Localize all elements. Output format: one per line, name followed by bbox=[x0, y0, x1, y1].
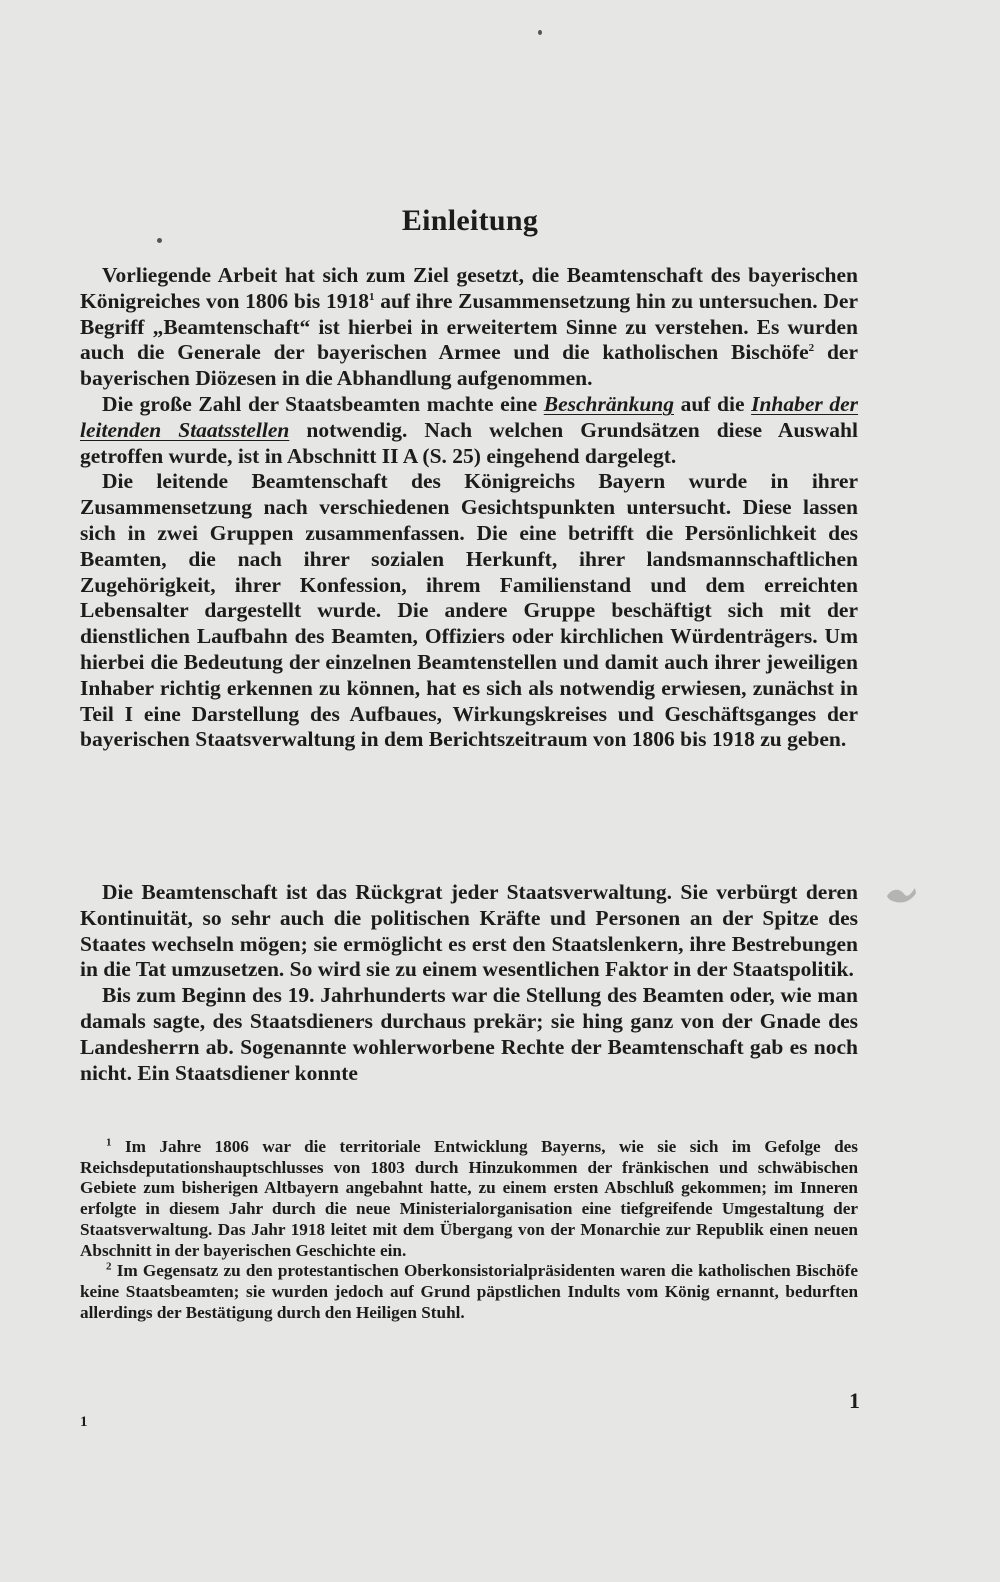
paragraph: Bis zum Beginn des 19. Jahrhunderts war die Stellung des Beamten oder, wie man damals sagte, des Staatsdieners durchaus prekär; sie hing ganz von der Gnade des Landesherrn ab. Sogenannte wohlerworbene Rechte der Beamtenschaft gab es noch nicht. Ein Staatsdiener konnte bbox=[80, 983, 858, 1085]
paper-smudge bbox=[884, 884, 918, 906]
paragraph-text: der bayerischen Diözesen in die Abhandlung aufgenommen. bbox=[80, 340, 858, 391]
emphasized-term: Beschränkung bbox=[543, 391, 674, 416]
ink-speck bbox=[538, 30, 542, 35]
paragraph-text: Vorliegende Arbeit hat sich zum Ziel gesetzt, die Beamtenschaft des bayerischen Königreiches von 1806 bis 1918 bbox=[80, 263, 858, 313]
paragraph-text: auf ihre Zusammensetzung hin zu untersuchen. Der Begriff „Beamtenschaft“ ist hierbei in erweitertem Sinne zu verstehen. Es wurden auch die Generale der bayerischen Armee und die katholischen Bischöfe bbox=[80, 288, 858, 365]
footnote bbox=[80, 1261, 858, 1323]
footnote-marker: 1 bbox=[106, 1136, 112, 1149]
context-section bbox=[80, 880, 858, 1086]
paragraph-text: auf die bbox=[674, 391, 752, 416]
paragraph: Die Beamtenschaft ist das Rückgrat jeder Staatsverwaltung. Sie verbürgt deren Kontinuität, so sehr auch die politischen Kräfte und Personen an der Spitze des Staates wechseln mögen; sie ermöglicht es erst den Staatslenkern, ihre Bestrebungen in die Tat umzusetzen. So wird sie zu einem wesentlichen Faktor in der Staatspolitik. bbox=[80, 880, 858, 982]
ink-speck bbox=[157, 238, 162, 243]
footnote-marker: 2 bbox=[106, 1260, 112, 1273]
footnote bbox=[80, 1137, 858, 1261]
paragraph bbox=[80, 392, 858, 469]
chapter-title: Einleitung bbox=[401, 204, 539, 237]
paragraph bbox=[80, 263, 858, 392]
footnote-reference[interactable]: 1 bbox=[368, 290, 375, 303]
intro-section bbox=[80, 263, 858, 753]
footnotes bbox=[80, 1137, 858, 1323]
paragraph: Die leitende Beamtenschaft des Königreichs Bayern wurde in ihrer Zusammensetzung nach verschiedenen Gesichtspunkten untersucht. Diese lassen sich in zwei Gruppen zusammenfassen. Die eine betrifft die Persönlichkeit des Beamten, die nach ihrer sozialen Herkunft, ihrer landsmannschaftlichen Zugehörigkeit, ihrer Konfession, ihrem Familienstand und dem erreichten Lebensalter dargestellt wurde. Die andere Gruppe beschäftigt sich mit der dienstlichen Laufbahn des Beamten, Offiziers oder kirchlichen Würdenträgers. Um hierbei die Bedeutung der einzelnen Beamtenstellen und damit auch ihrer jeweiligen Inhaber richtig erkennen zu können, hat es sich als notwendig erwiesen, zunächst in Teil I eine Darstellung des Aufbaues, Wirkungskreises und Geschäftsganges der bayerischen Staatsverwaltung in dem Berichtszeitraum von 1806 bis 1918 zu geben. bbox=[80, 469, 858, 752]
footnote-text: Im Jahre 1806 war die territoriale Entwicklung Bayerns, wie sie sich im Gefolge des Reichsdeputationshauptschlusses von 1803 durch Hinzukommen der fränkischen und schwäbischen Gebiete zum bisherigen Altbayern angebahnt hatte, zu einem ersten Abschluß gekommen; im Inneren erfolgte in diesem Jahr durch die neue Ministerialorganisation eine tiefgreifende Umgestaltung der Staatsverwaltung. Das Jahr 1918 leitet mit dem Übergang von der Monarchie zur Republik einen neuen Abschnitt in der bayerischen Geschichte ein. bbox=[80, 1137, 858, 1260]
footnote-reference[interactable]: 2 bbox=[808, 342, 815, 355]
page-number: 1 bbox=[849, 1388, 860, 1413]
sheet-signature-mark: 1 bbox=[80, 1414, 88, 1430]
footnote-text: Im Gegensatz zu den protestantischen Oberkonsistorialpräsidenten waren die katholischen Bischöfe keine Staatsbeamten; sie wurden jedoch auf Grund päpstlichen Indults vom König ernannt, bedurften allerdings der Bestätigung durch den Heiligen Stuhl. bbox=[80, 1261, 858, 1322]
emphasized-term: Inhaber der leitenden Staatsstellen bbox=[80, 391, 859, 442]
paragraph-text: Die große Zahl der Staatsbeamten machte eine bbox=[102, 391, 544, 416]
paragraph-text: notwendig. Nach welchen Grundsätzen diese Auswahl getroffen wurde, ist in Abschnitt II A (S. 25) eingehend dargelegt. bbox=[80, 417, 858, 468]
